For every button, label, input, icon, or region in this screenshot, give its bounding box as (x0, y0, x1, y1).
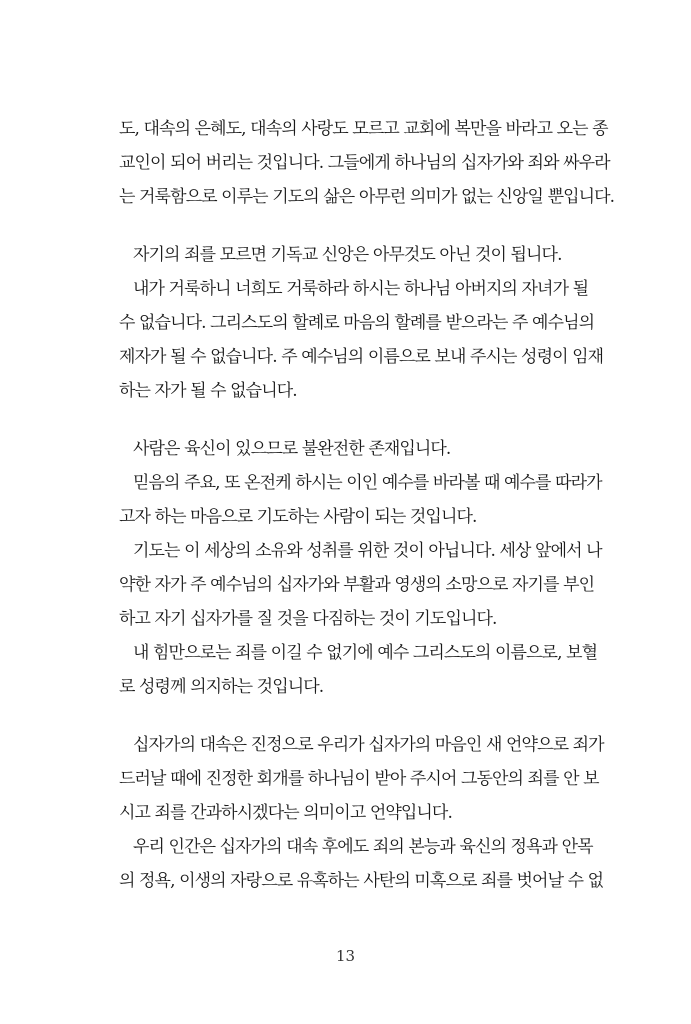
text-line-12: 기도는 이 세상의 소유와 성취를 위한 것이 아닙니다. 세상 앞에서 나 (133, 541, 602, 561)
text-line-3: 는 거룩함으로 이루는 기도의 삶은 아무런 의미가 없는 신앙일 뿐입니다. (119, 187, 615, 207)
text-line-18: 드러날 때에 진정한 회개를 하나님이 받아 주시어 그동안의 죄를 안 보 (119, 769, 599, 789)
text-line-17: 십자가의 대속은 진정으로 우리가 십자가의 마음인 새 언약으로 죄가 (133, 735, 604, 755)
text-line-5: 내가 거룩하니 너희도 거룩하라 하시는 하나님 아버지의 자녀가 될 (133, 279, 589, 299)
text-line-13: 약한 자가 주 예수님의 십자가와 부활과 영생의 소망으로 자기를 부인 (119, 575, 595, 595)
text-line-9: 사람은 육신이 있으므로 불완전한 존재입니다. (133, 439, 451, 459)
text-line-1: 도, 대속의 은혜도, 대속의 사랑도 모르고 교회에 복만을 바라고 오는 종 (119, 119, 608, 139)
text-line-15: 내 힘만으로는 죄를 이길 수 없기에 예수 그리스도의 이름으로, 보혈 (133, 643, 598, 663)
text-line-10: 믿음의 주요, 또 온전케 하시는 이인 예수를 바라볼 때 예수를 따라가 (133, 473, 602, 493)
page-number: 13 (335, 947, 356, 965)
text-line-20: 우리 인간은 십자가의 대속 후에도 죄의 본능과 육신의 정욕과 안목 (133, 837, 593, 857)
text-line-2: 교인이 되어 버리는 것입니다. 그들에게 하나님의 십자가와 죄와 싸우라 (119, 153, 610, 173)
text-line-6: 수 없습니다. 그리스도의 할례로 마음의 할례를 받으라는 주 예수님의 (119, 313, 595, 333)
text-line-8: 하는 자가 될 수 없습니다. (119, 381, 297, 401)
text-line-14: 하고 자기 십자가를 질 것을 다짐하는 것이 기도입니다. (119, 609, 497, 629)
text-line-16: 로 성령께 의지하는 것입니다. (119, 677, 324, 697)
text-line-19: 시고 죄를 간과하시겠다는 의미이고 언약입니다. (119, 803, 452, 823)
text-line-7: 제자가 될 수 없습니다. 주 예수님의 이름으로 보내 주시는 성령이 임재 (119, 347, 604, 367)
text-line-21: 의 정욕, 이생의 자랑으로 유혹하는 사탄의 미혹으로 죄를 벗어날 수 없 (119, 871, 604, 891)
text-line-4: 자기의 죄를 모르면 기독교 신앙은 아무것도 아닌 것이 됩니다. (133, 245, 562, 265)
text-line-11: 고자 하는 마음으로 기도하는 사람이 되는 것입니다. (119, 507, 477, 527)
